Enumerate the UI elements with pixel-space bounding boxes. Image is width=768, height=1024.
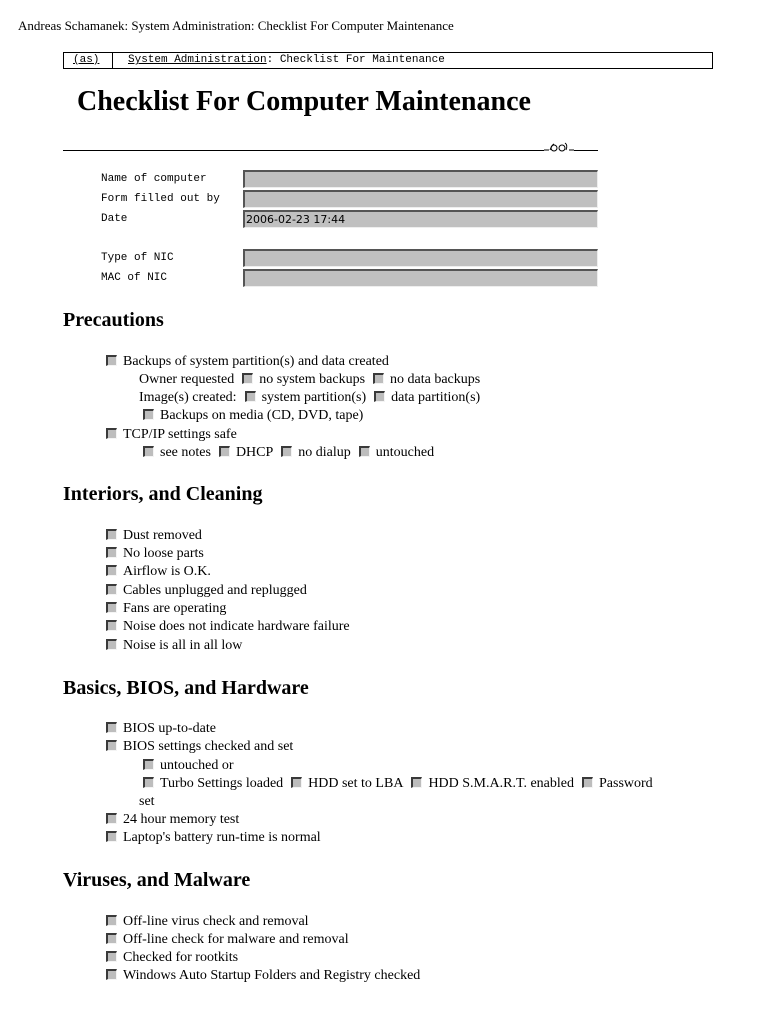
item-label: BIOS settings checked and set xyxy=(123,739,294,754)
item-label: Fans are operating xyxy=(123,601,227,616)
filled-by-label: Form filled out by xyxy=(101,193,220,205)
nic-type-field[interactable] xyxy=(243,249,598,267)
list-item xyxy=(106,545,204,563)
item-label: see notes xyxy=(160,445,211,460)
list-item xyxy=(106,931,349,949)
precautions-heading: Precautions xyxy=(63,309,164,331)
list-item xyxy=(106,353,389,371)
checkbox[interactable] xyxy=(143,777,154,788)
checkbox[interactable] xyxy=(582,777,593,788)
checkbox[interactable] xyxy=(242,373,253,384)
list-item xyxy=(106,720,216,738)
list-item xyxy=(139,389,480,407)
checkbox[interactable] xyxy=(373,373,384,384)
list-item xyxy=(106,563,211,581)
checkbox[interactable] xyxy=(106,813,117,824)
checkbox[interactable] xyxy=(281,446,292,457)
checkbox[interactable] xyxy=(291,777,302,788)
interiors-heading: Interiors, and Cleaning xyxy=(63,483,263,505)
list-item xyxy=(106,426,237,444)
item-label: Noise does not indicate hardware failure xyxy=(123,619,350,634)
item-label: Backups of system partition(s) and data created xyxy=(123,354,389,369)
list-item xyxy=(106,913,309,931)
checkbox[interactable] xyxy=(106,831,117,842)
viruses-heading: Viruses, and Malware xyxy=(63,869,251,891)
item-label: 24 hour memory test xyxy=(123,812,240,827)
item-label: Backups on media (CD, DVD, tape) xyxy=(160,408,364,423)
checkbox[interactable] xyxy=(106,951,117,962)
list-item xyxy=(106,967,420,985)
date-field[interactable]: 2006-02-23 17:44 xyxy=(243,210,598,228)
list-item xyxy=(106,527,202,545)
checkbox[interactable] xyxy=(219,446,230,457)
item-label: no dialup xyxy=(298,445,351,460)
checkbox[interactable] xyxy=(106,529,117,540)
item-label: Windows Auto Startup Folders and Registry checked xyxy=(123,968,421,983)
checkbox[interactable] xyxy=(106,428,117,439)
breadcrumb xyxy=(63,52,713,69)
item-label: untouched or xyxy=(160,758,234,773)
page-title: Checklist For Computer Maintenance xyxy=(77,86,531,117)
item-label: Dust removed xyxy=(123,528,202,543)
list-item xyxy=(143,775,653,793)
item-label: Password xyxy=(599,776,653,791)
checkbox[interactable] xyxy=(143,446,154,457)
breadcrumb-separator xyxy=(112,53,113,68)
item-label: Off-line check for malware and removal xyxy=(123,932,349,947)
item-label: No loose parts xyxy=(123,546,204,561)
list-item xyxy=(106,829,321,847)
item-label: system partition(s) xyxy=(261,390,367,405)
list-item xyxy=(143,757,233,775)
item-label: no system backups xyxy=(259,372,366,387)
list-item xyxy=(139,371,480,389)
checkbox[interactable] xyxy=(106,933,117,944)
breadcrumb-current: : Checklist For Maintenance xyxy=(266,54,445,66)
item-label: Noise is all in all low xyxy=(123,638,243,653)
checkbox[interactable] xyxy=(106,740,117,751)
breadcrumb-trail xyxy=(128,53,445,68)
breadcrumb-section-link[interactable]: System Administration xyxy=(128,54,267,66)
checkbox[interactable] xyxy=(106,915,117,926)
item-label: Cables unplugged and replugged xyxy=(123,583,307,598)
list-item xyxy=(143,444,434,462)
list-item xyxy=(106,582,307,600)
checkbox[interactable] xyxy=(374,391,385,402)
checkbox[interactable] xyxy=(106,722,117,733)
checkbox[interactable] xyxy=(106,620,117,631)
checkbox[interactable] xyxy=(359,446,370,457)
checkbox[interactable] xyxy=(411,777,422,788)
item-label: BIOS up-to-date xyxy=(123,721,216,736)
list-item-continuation: set xyxy=(139,794,155,809)
date-label: Date xyxy=(101,213,128,225)
nic-type-label: Type of NIC xyxy=(101,252,174,264)
checkbox[interactable] xyxy=(245,391,256,402)
item-label: Owner requested xyxy=(139,372,235,387)
computer-name-field[interactable] xyxy=(243,170,598,188)
list-item xyxy=(106,811,239,829)
item-label: Image(s) created: xyxy=(139,390,237,405)
item-label: Airflow is O.K. xyxy=(123,564,211,579)
item-label: Checked for rootkits xyxy=(123,950,239,965)
checkbox[interactable] xyxy=(106,355,117,366)
list-item xyxy=(106,618,350,636)
list-item xyxy=(106,738,293,756)
mac-field[interactable] xyxy=(243,269,598,287)
mac-label: MAC of NIC xyxy=(101,272,168,284)
checkbox[interactable] xyxy=(106,565,117,576)
breadcrumb-home-link[interactable]: (as) xyxy=(73,54,100,66)
checkbox[interactable] xyxy=(143,409,154,420)
list-item xyxy=(143,407,363,425)
title-divider xyxy=(63,150,598,151)
item-label: TCP/IP settings safe xyxy=(123,427,237,442)
item-label: Off-line virus check and removal xyxy=(123,914,309,929)
item-label: Laptop's battery run-time is normal xyxy=(123,830,321,845)
filled-by-field[interactable] xyxy=(243,190,598,208)
checkbox[interactable] xyxy=(106,602,117,613)
ornament-icon xyxy=(544,142,574,154)
checkbox[interactable] xyxy=(106,969,117,980)
computer-name-label: Name of computer xyxy=(101,173,207,185)
item-label: data partition(s) xyxy=(391,390,481,405)
item-label: DHCP xyxy=(235,445,274,460)
page-header: Andreas Schamanek: System Administration: Checklist For Computer Maintenance xyxy=(18,18,454,33)
list-item xyxy=(106,949,238,967)
checkbox[interactable] xyxy=(106,584,117,595)
list-item xyxy=(106,600,226,618)
checkbox[interactable] xyxy=(143,759,154,770)
item-label: untouched xyxy=(375,445,435,460)
item-label: HDD S.M.A.R.T. enabled xyxy=(428,776,574,791)
checkbox[interactable] xyxy=(106,639,117,650)
item-label: no data backups xyxy=(390,372,481,387)
item-label: HDD set to LBA xyxy=(308,776,404,791)
list-item xyxy=(106,637,242,655)
basics-heading: Basics, BIOS, and Hardware xyxy=(63,677,309,699)
item-label: Turbo Settings loaded xyxy=(160,776,284,791)
checkbox[interactable] xyxy=(106,547,117,558)
